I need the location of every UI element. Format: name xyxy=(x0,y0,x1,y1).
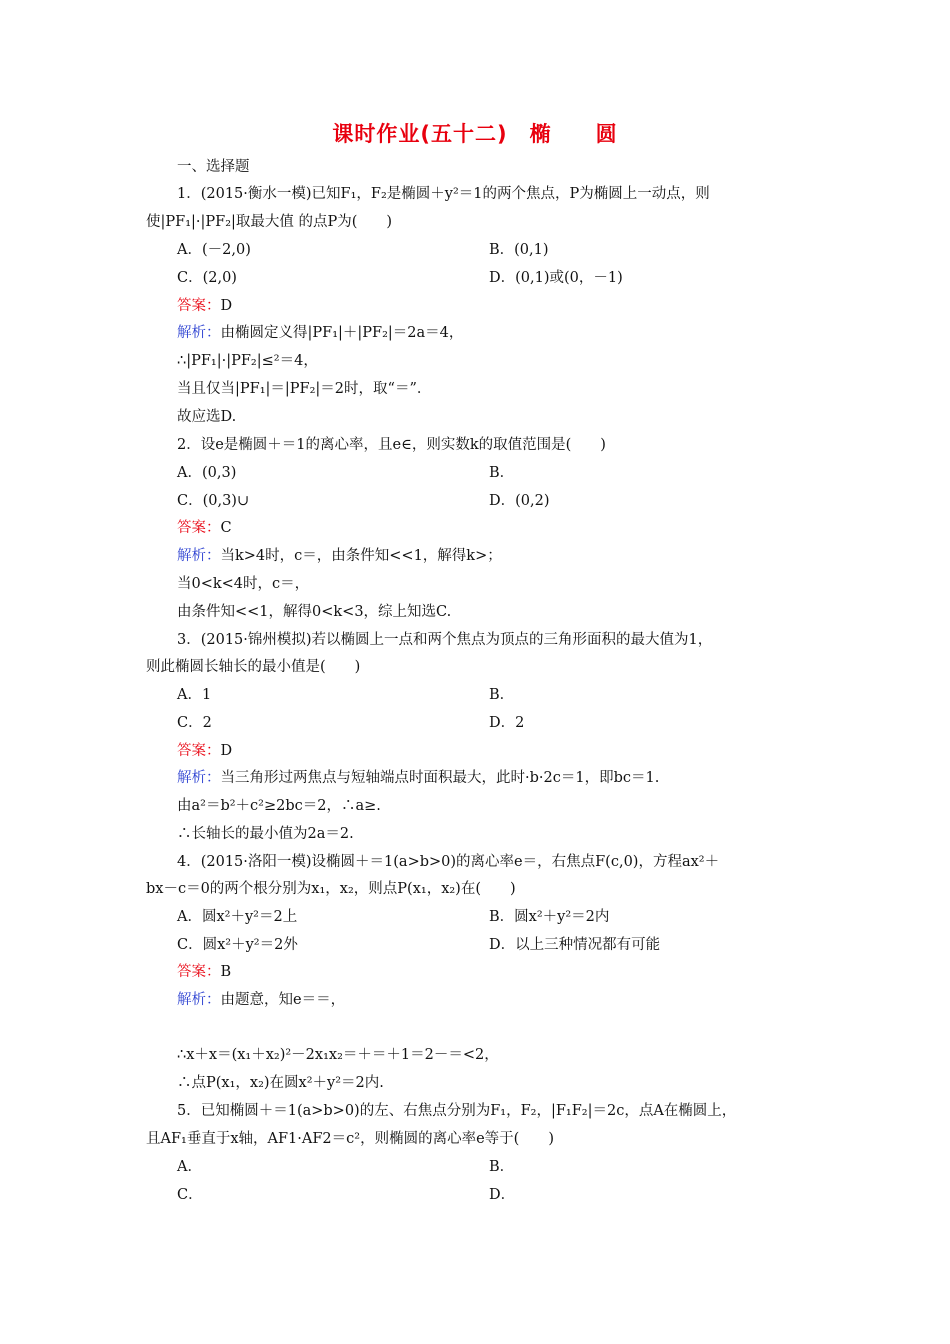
q4-option-c: C．圆x²＋y²＝2外 xyxy=(177,937,298,953)
q2-option-a: A．(0,3) xyxy=(177,465,237,481)
q3-stem-line-1: 3．(2015·锦州模拟)若以椭圆上一点和两个焦点为顶点的三角形面积的最大值为1， xyxy=(177,632,713,648)
q3-answer xyxy=(177,741,232,761)
analysis-text: 当三角形过两焦点与短轴端点时面积最大，此时·b·2c＝1，即bc＝1. xyxy=(220,770,660,786)
q3-analysis-line-2: 由a²＝b²＋c²≥2bc＝2，∴a≥. xyxy=(177,798,381,814)
q2-option-c: C．(0,3)∪ xyxy=(177,493,250,509)
analysis-label: 解析： xyxy=(177,548,221,564)
q2-analysis-line-3: 由条件知<<1，解得0<k<3，综上知选C. xyxy=(177,604,452,620)
q2-option-b: B． xyxy=(489,465,515,481)
answer-label: 答案： xyxy=(177,964,221,980)
answer-label: 答案： xyxy=(177,520,221,536)
q3-option-d: D．2 xyxy=(489,715,525,731)
q4-analysis-line-1 xyxy=(177,990,345,1010)
answer-value: D xyxy=(220,743,233,759)
q4-analysis-line-2: ∴x＋x＝(x₁＋x₂)²－2x₁x₂＝＋＝＋1＝2－＝<2， xyxy=(177,1047,499,1063)
q1-answer xyxy=(177,296,232,316)
q2-analysis-line-2: 当0<k<4时，c＝， xyxy=(177,576,310,592)
q1-stem-line-2: 使|PF₁|·|PF₂|取最大值 的点P为( ) xyxy=(146,214,393,230)
q1-stem-line-1: 1．(2015·衡水一模)已知F₁，F₂是椭圆＋y²＝1的两个焦点，P为椭圆上一动点，则 xyxy=(177,186,710,202)
q4-stem-line-1: 4．(2015·洛阳一模)设椭圆＋＝1(a>b>0)的离心率e＝，右焦点F(c,0)，方程ax²＋ xyxy=(177,854,720,870)
q3-stem-line-2: 则此椭圆长轴长的最小值是( ) xyxy=(146,659,361,675)
answer-value: D xyxy=(220,298,233,314)
q5-stem-line-2: 且AF₁垂直于x轴，AF1·AF2＝c²，则椭圆的离心率e等于( ) xyxy=(146,1131,554,1147)
q1-option-a: A．(－2,0) xyxy=(177,242,251,258)
q1-analysis-line-3: 当且仅当|PF₁|＝|PF₂|＝2时，取“＝”． xyxy=(177,381,432,397)
q4-option-d: D．以上三种情况都有可能 xyxy=(489,937,661,953)
analysis-label: 解析： xyxy=(177,325,221,341)
q1-analysis-line-4: 故应选D. xyxy=(177,409,237,425)
answer-value: C xyxy=(220,520,232,536)
section-heading: 一、选择题 xyxy=(177,159,250,175)
q5-option-c: C． xyxy=(177,1187,203,1203)
answer-value: B xyxy=(220,964,232,980)
q1-option-d: D．(0,1)或(0，－1) xyxy=(489,270,623,286)
q5-option-d: D． xyxy=(489,1187,516,1203)
q2-answer xyxy=(177,518,232,538)
q5-stem-line-1: 5．已知椭圆＋＝1(a>b>0)的左、右焦点分别为F₁，F₂，|F₁F₂|＝2c，点A在椭圆上， xyxy=(177,1103,737,1119)
page-title: 课时作业(五十二) 椭 圆 xyxy=(332,122,618,146)
q1-analysis-line-2: ∴|PF₁|·|PF₂|≤²＝4， xyxy=(177,353,318,369)
q2-stem-line-1: 2．设e是椭圆＋＝1的离心率，且e∈，则实数k的取值范围是( ) xyxy=(177,437,606,453)
analysis-text: 由椭圆定义得|PF₁|＋|PF₂|＝2a＝4， xyxy=(220,325,464,341)
q4-option-b: B．圆x²＋y²＝2内 xyxy=(489,909,610,925)
analysis-label: 解析： xyxy=(177,992,221,1008)
q5-option-b: B． xyxy=(489,1159,515,1175)
q4-option-a: A．圆x²＋y²＝2上 xyxy=(177,909,298,925)
q3-analysis-line-1 xyxy=(177,768,659,788)
q3-analysis-line-3: ∴长轴长的最小值为2a＝2. xyxy=(177,826,354,842)
q4-answer xyxy=(177,962,231,982)
q2-analysis-line-1 xyxy=(177,546,502,566)
q4-stem-line-2: bx－c＝0的两个根分别为x₁，x₂，则点P(x₁，x₂)在( ) xyxy=(146,881,516,897)
q1-option-c: C．(2,0) xyxy=(177,270,237,286)
q1-option-b: B．(0,1) xyxy=(489,242,549,258)
q4-analysis-line-3: ∴点P(x₁，x₂)在圆x²＋y²＝2内. xyxy=(177,1075,384,1091)
analysis-text: 当k>4时，c＝，由条件知<<1，解得k>； xyxy=(220,548,502,564)
q5-option-a: A． xyxy=(177,1159,202,1175)
q3-option-a: A．1 xyxy=(177,687,212,703)
q2-option-d: D．(0,2) xyxy=(489,493,550,509)
analysis-text: 由题意，知e＝＝， xyxy=(220,992,346,1008)
q3-option-c: C．2 xyxy=(177,715,212,731)
q3-option-b: B． xyxy=(489,687,515,703)
answer-label: 答案： xyxy=(177,743,221,759)
answer-label: 答案： xyxy=(177,298,221,314)
q1-analysis-line-1 xyxy=(177,323,463,343)
analysis-label: 解析： xyxy=(177,770,221,786)
